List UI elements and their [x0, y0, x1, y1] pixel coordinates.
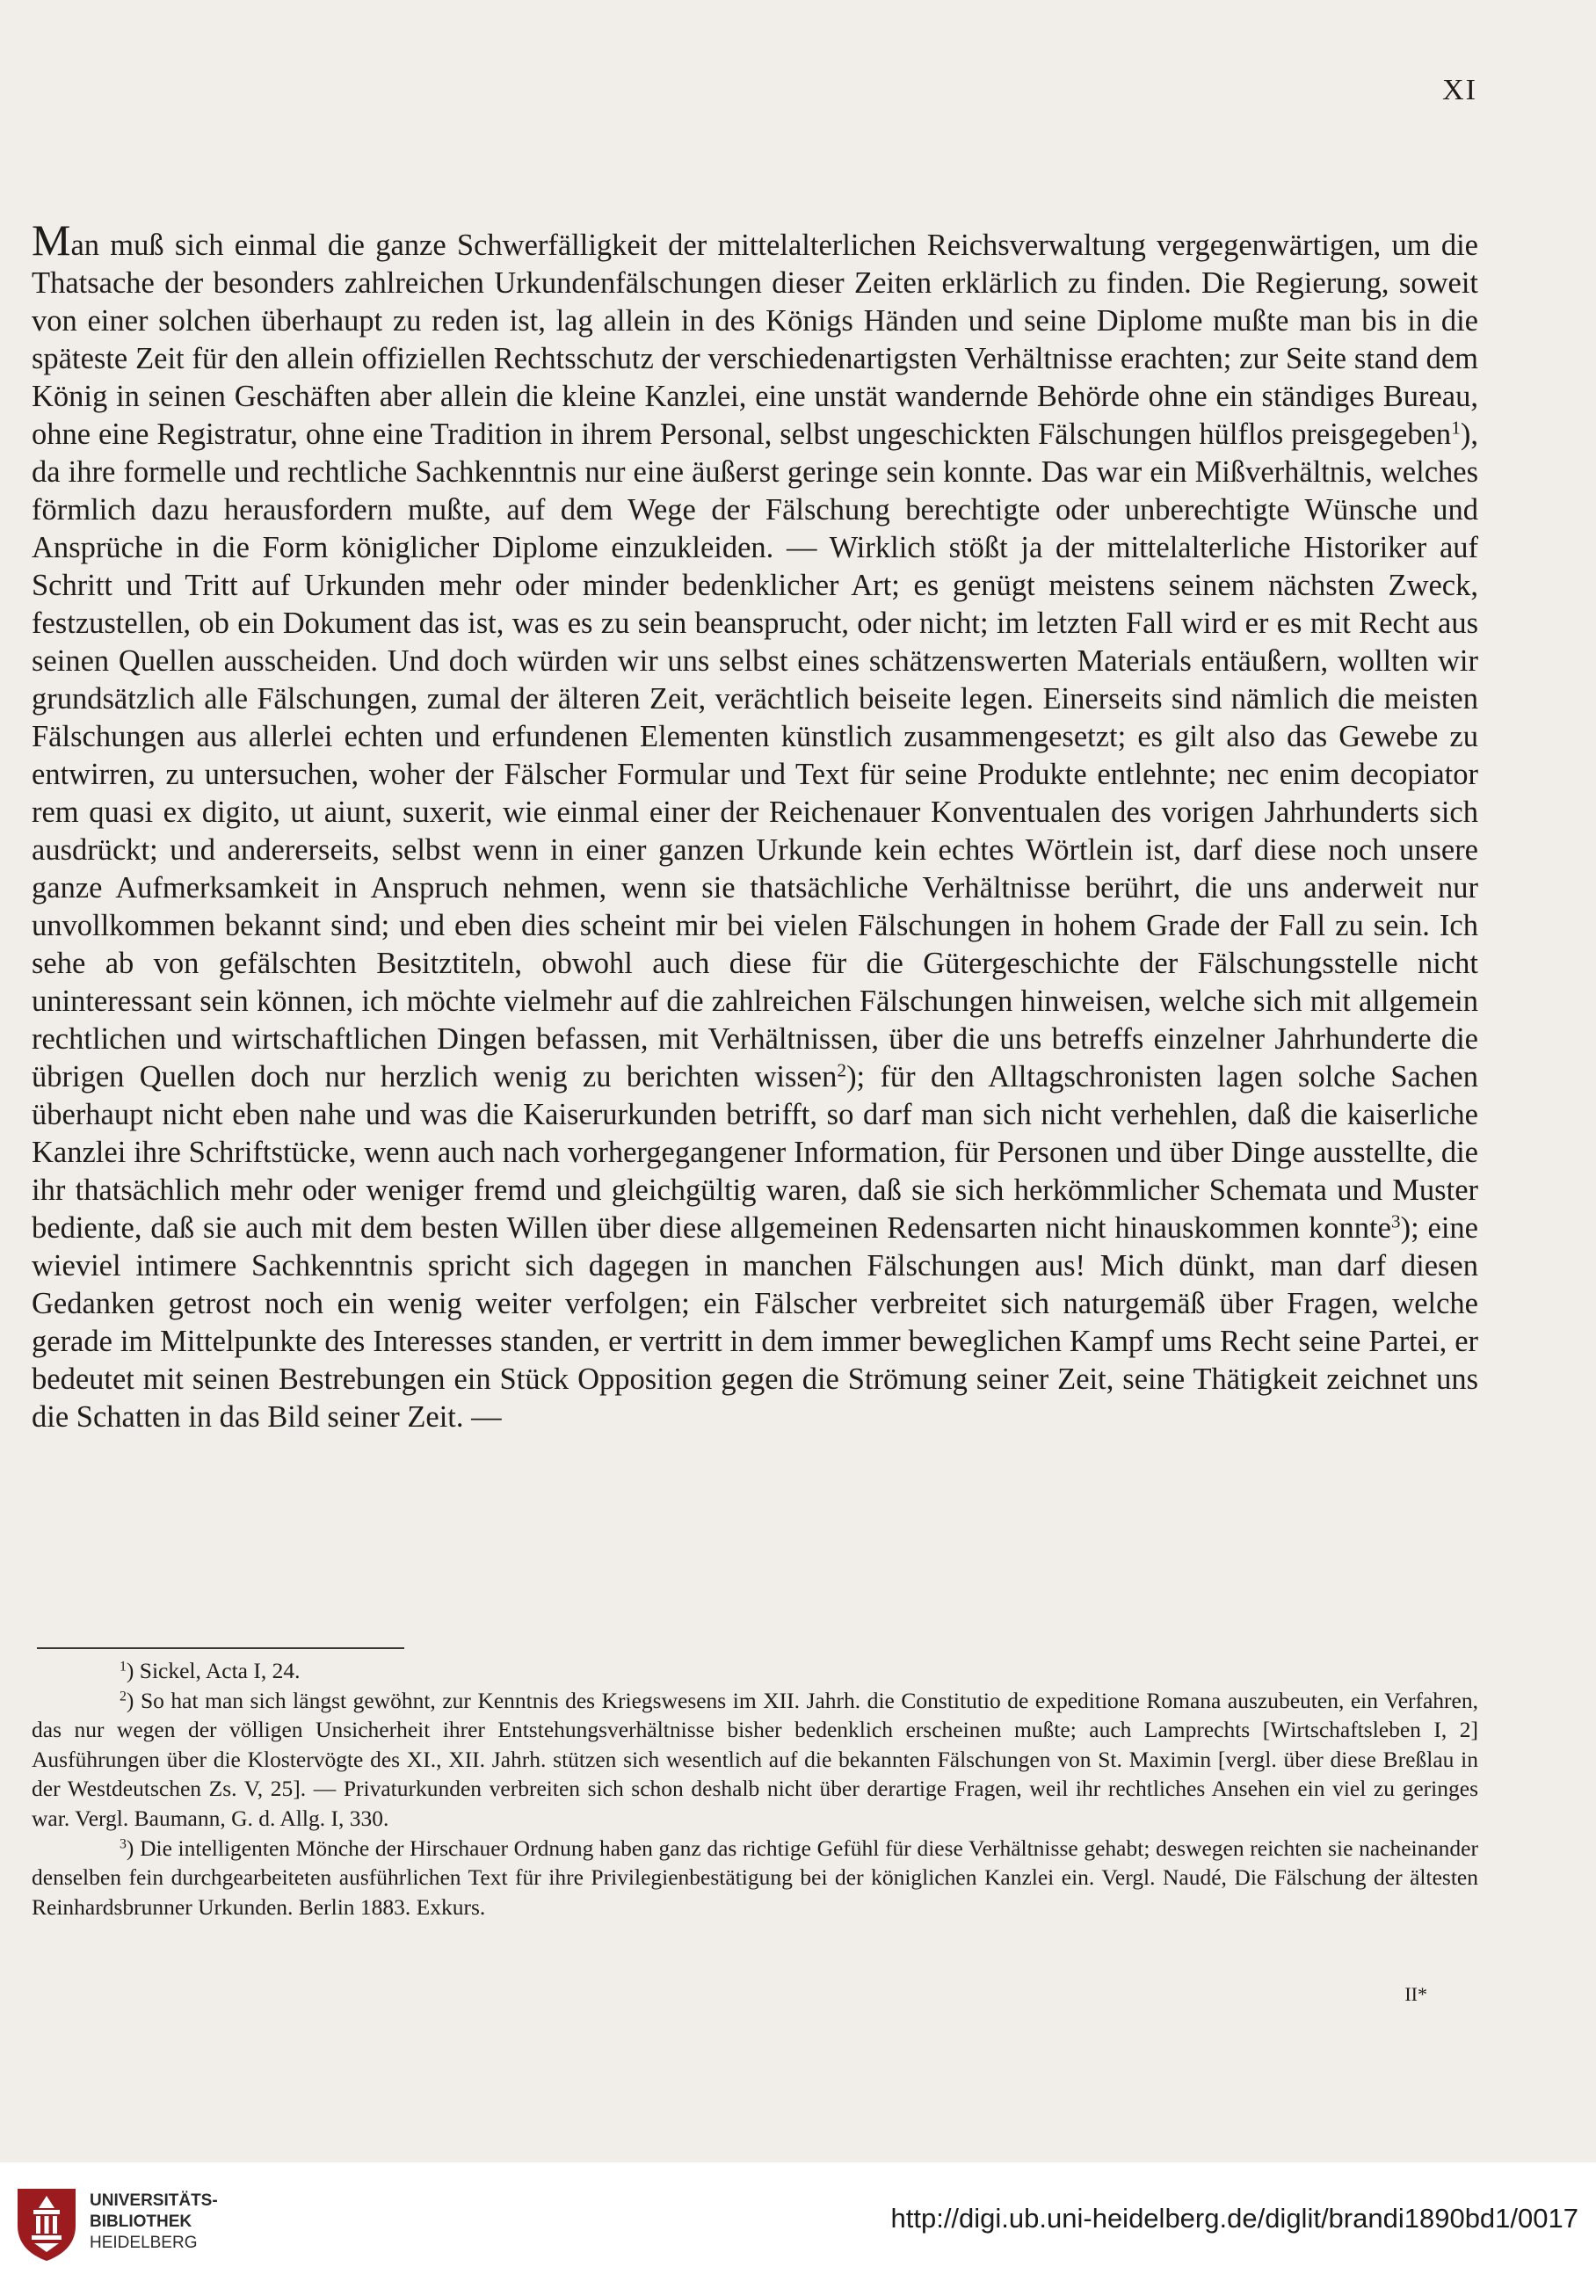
- drop-cap: M: [32, 215, 71, 265]
- university-seal-icon[interactable]: [12, 2183, 81, 2263]
- footnotes: [32, 1656, 1478, 1922]
- page-number: XI: [1442, 74, 1477, 106]
- main-text: [32, 215, 1478, 1436]
- footnote-mark: 2: [120, 1688, 127, 1704]
- footnote-ref-2[interactable]: 2: [837, 1059, 847, 1081]
- library-line-1: UNIVERSITÄTS-: [90, 2191, 218, 2210]
- footnote-ref-1[interactable]: 1: [1451, 417, 1461, 439]
- paragraph-part-4: ); eine wieviel intimere Sachkenntnis spricht sich dagegen in manchen Fälschungen aus! Mich dünkt, man darf diesen Gedanken getrost noch ein wenig weiter verfolgen; ein Fälscher verbreitet sich naturgemäß über Fragen, welche gerade im Mittelpunkte des Interesses standen, er vertritt in dem immer beweglichen Kampf ums Recht seine Partei, er bedeutet mit seinen Bestrebungen ein Stück Opposition gegen die Strömung seiner Zeit, seine Thätigkeit zeichnet uns die Schatten in das Bild seiner Zeit. —: [32, 1211, 1478, 1434]
- footnote-1: [32, 1656, 1478, 1686]
- library-line-2: BIBLIOTHEK: [90, 2212, 192, 2231]
- footnote-text: ) Sickel, Acta I, 24.: [126, 1658, 301, 1683]
- paragraph-part-3: ); für den Alltagschronisten lagen solche Sachen überhaupt nicht eben nahe und was die Kaiserurkunden betrifft, so darf man sich nicht verhehlen, daß die kaiserliche Kanzlei ihre Schriftstücke, wenn auch nach vorhergegangener Information, für Personen und über Dinge ausstellte, die ihr thatsächlich mehr oder weniger fremd und gleichgültig waren, daß sie sich herkömmlicher Schemata und Muster bediente, daß sie auch mit dem besten Willen über diese allgemeinen Redensarten nicht hinauskommen konnte: [32, 1060, 1478, 1245]
- paragraph-part-2: ), da ihre formelle und rechtliche Sachkenntnis nur eine äußerst geringe sein konnte. Das war ein Mißverhältnis, welches förmlich dazu herausfordern mußte, auf dem Wege der Fälschung berechtigte oder unberechtigte Wünsche und Ansprüche in die Form königlicher Diplome einzukleiden. — Wirklich stößt ja der mittelalterliche Historiker auf Schritt und Tritt auf Urkunden mehr oder minder bedenklicher Art; es genügt meistens seinem nächsten Zweck, festzustellen, ob ein Dokument das ist, was es zu sein beansprucht, oder nicht; im letzten Fall wird er es mit Recht aus seinen Quellen ausscheiden. Und doch würden wir uns selbst eines schätzenswerten Materials entäußern, wollten wir grundsätzlich alle Fälschungen, zumal der älteren Zeit, verächtlich beiseite legen. Einerseits sind nämlich die meisten Fälschungen aus allerlei echten und erfundenen Elementen künstlich zusammengesetzt; es gilt also das Gewebe zu entwirren, zu untersuchen, woher der Fälscher Formular und Text für seine Produkte entlehnte; nec enim decopiator rem quasi ex digito, ut aiunt, suxerit, wie einmal einer der Reichenauer Konventualen des vorigen Jahrhunderts sich ausdrückt; und andererseits, selbst wenn in einer ganzen Urkunde kein echtes Wörtlein ist, darf diese noch unsere ganze Aufmerksamkeit in Anspruch nehmen, wenn sie thatsächliche Verhältnisse berührt, die uns anderweit nur unvollkommen bekannt sind; und eben dies scheint mir bei vielen Fälschungen in hohem Grade der Fall zu sein. Ich sehe ab von gefälschten Besitztiteln, obwohl auch diese für die Gütergeschichte der Fälschungsstelle nicht uninteressant sein können, ich möchte vielmehr auf die zahlreichen Fälschungen hinweisen, welche sich mit allgemein rechtlichen und wirtschaftlichen Dingen befassen, mit Verhältnissen, über die uns betreffs einzelner Jahrhunderte die übrigen Quellen doch nur herzlich wenig zu berichten wissen: [32, 418, 1478, 1094]
- footnote-mark: 1: [120, 1659, 127, 1675]
- permalink-url[interactable]: http://digi.ub.uni-heidelberg.de/diglit/brandi1890bd1/0017: [890, 2203, 1578, 2234]
- footnote-mark: 3: [120, 1835, 127, 1851]
- library-line-3: HEIDELBERG: [90, 2234, 198, 2252]
- footnote-3: [32, 1834, 1478, 1922]
- footnote-ref-3[interactable]: 3: [1390, 1210, 1401, 1232]
- footnote-2: [32, 1686, 1478, 1834]
- paragraph-part-1: an muß sich einmal die ganze Schwerfälligkeit der mittelalterlichen Reichsverwaltung vergegenwärtigen, um die Thatsache der besonders zahlreichen Urkundenfälschungen dieser Zeiten erklärlich zu finden. Die Regierung, soweit von einer solchen überhaupt zu reden ist, lag allein in des Königs Händen und seine Diplome mußte man bis in die späteste Zeit für den allein offiziellen Rechtsschutz der verschiedenartigsten Verhältnisse erachten; zur Seite stand dem König in seinen Geschäften aber allein die kleine Kanzlei, eine unstät wandernde Behörde ohne ein ständiges Bureau, ohne eine Registratur, ohne eine Tradition in ihrem Personal, selbst ungeschickten Fälschungen hülflos preisgegeben: [32, 229, 1478, 451]
- footnote-text: ) Die intelligenten Mönche der Hirschauer Ordnung haben ganz das richtige Gefühl für diese Verhältnisse gehabt; deswegen reichten sie nacheinander denselben fein durchgearbeiteten ausführlichen Text für ihre Privilegienbestätigung bei der königlichen Kanzlei ein. Vergl. Naudé, Die Fälschung der ältesten Reinhardsbrunner Urkunden. Berlin 1883. Exkurs.: [32, 1835, 1478, 1920]
- main-paragraph: [32, 215, 1478, 1436]
- footnote-text: ) So hat man sich längst gewöhnt, zur Kenntnis des Kriegswesens im XII. Jahrh. die Constitutio de expeditione Romana auszubeuten, ein Verfahren, das nur wegen der völligen Unsicherheit ihrer Entstehungsverhältnisse bisher bedenklich erscheinen mußte; auch Lamprechts [Wirtschaftsleben I, 2] Ausführungen über die Klostervögte des XI., XII. Jahrh. stützen sich wesentlich auf die bekannten Fälschungen von St. Maximin [vergl. über diese Breßlau in der Westdeutschen Zs. V, 25]. — Privaturkunden verbreiten sich schon deshalb nicht über derartige Fragen, weil ihr rechtliches Ansehen ein viel zu geringes war. Vergl. Baumann, G. d. Allg. I, 330.: [32, 1687, 1478, 1831]
- library-name: [90, 2191, 218, 2254]
- footnote-divider: [37, 1647, 404, 1649]
- signature-mark: II*: [1404, 1983, 1427, 2005]
